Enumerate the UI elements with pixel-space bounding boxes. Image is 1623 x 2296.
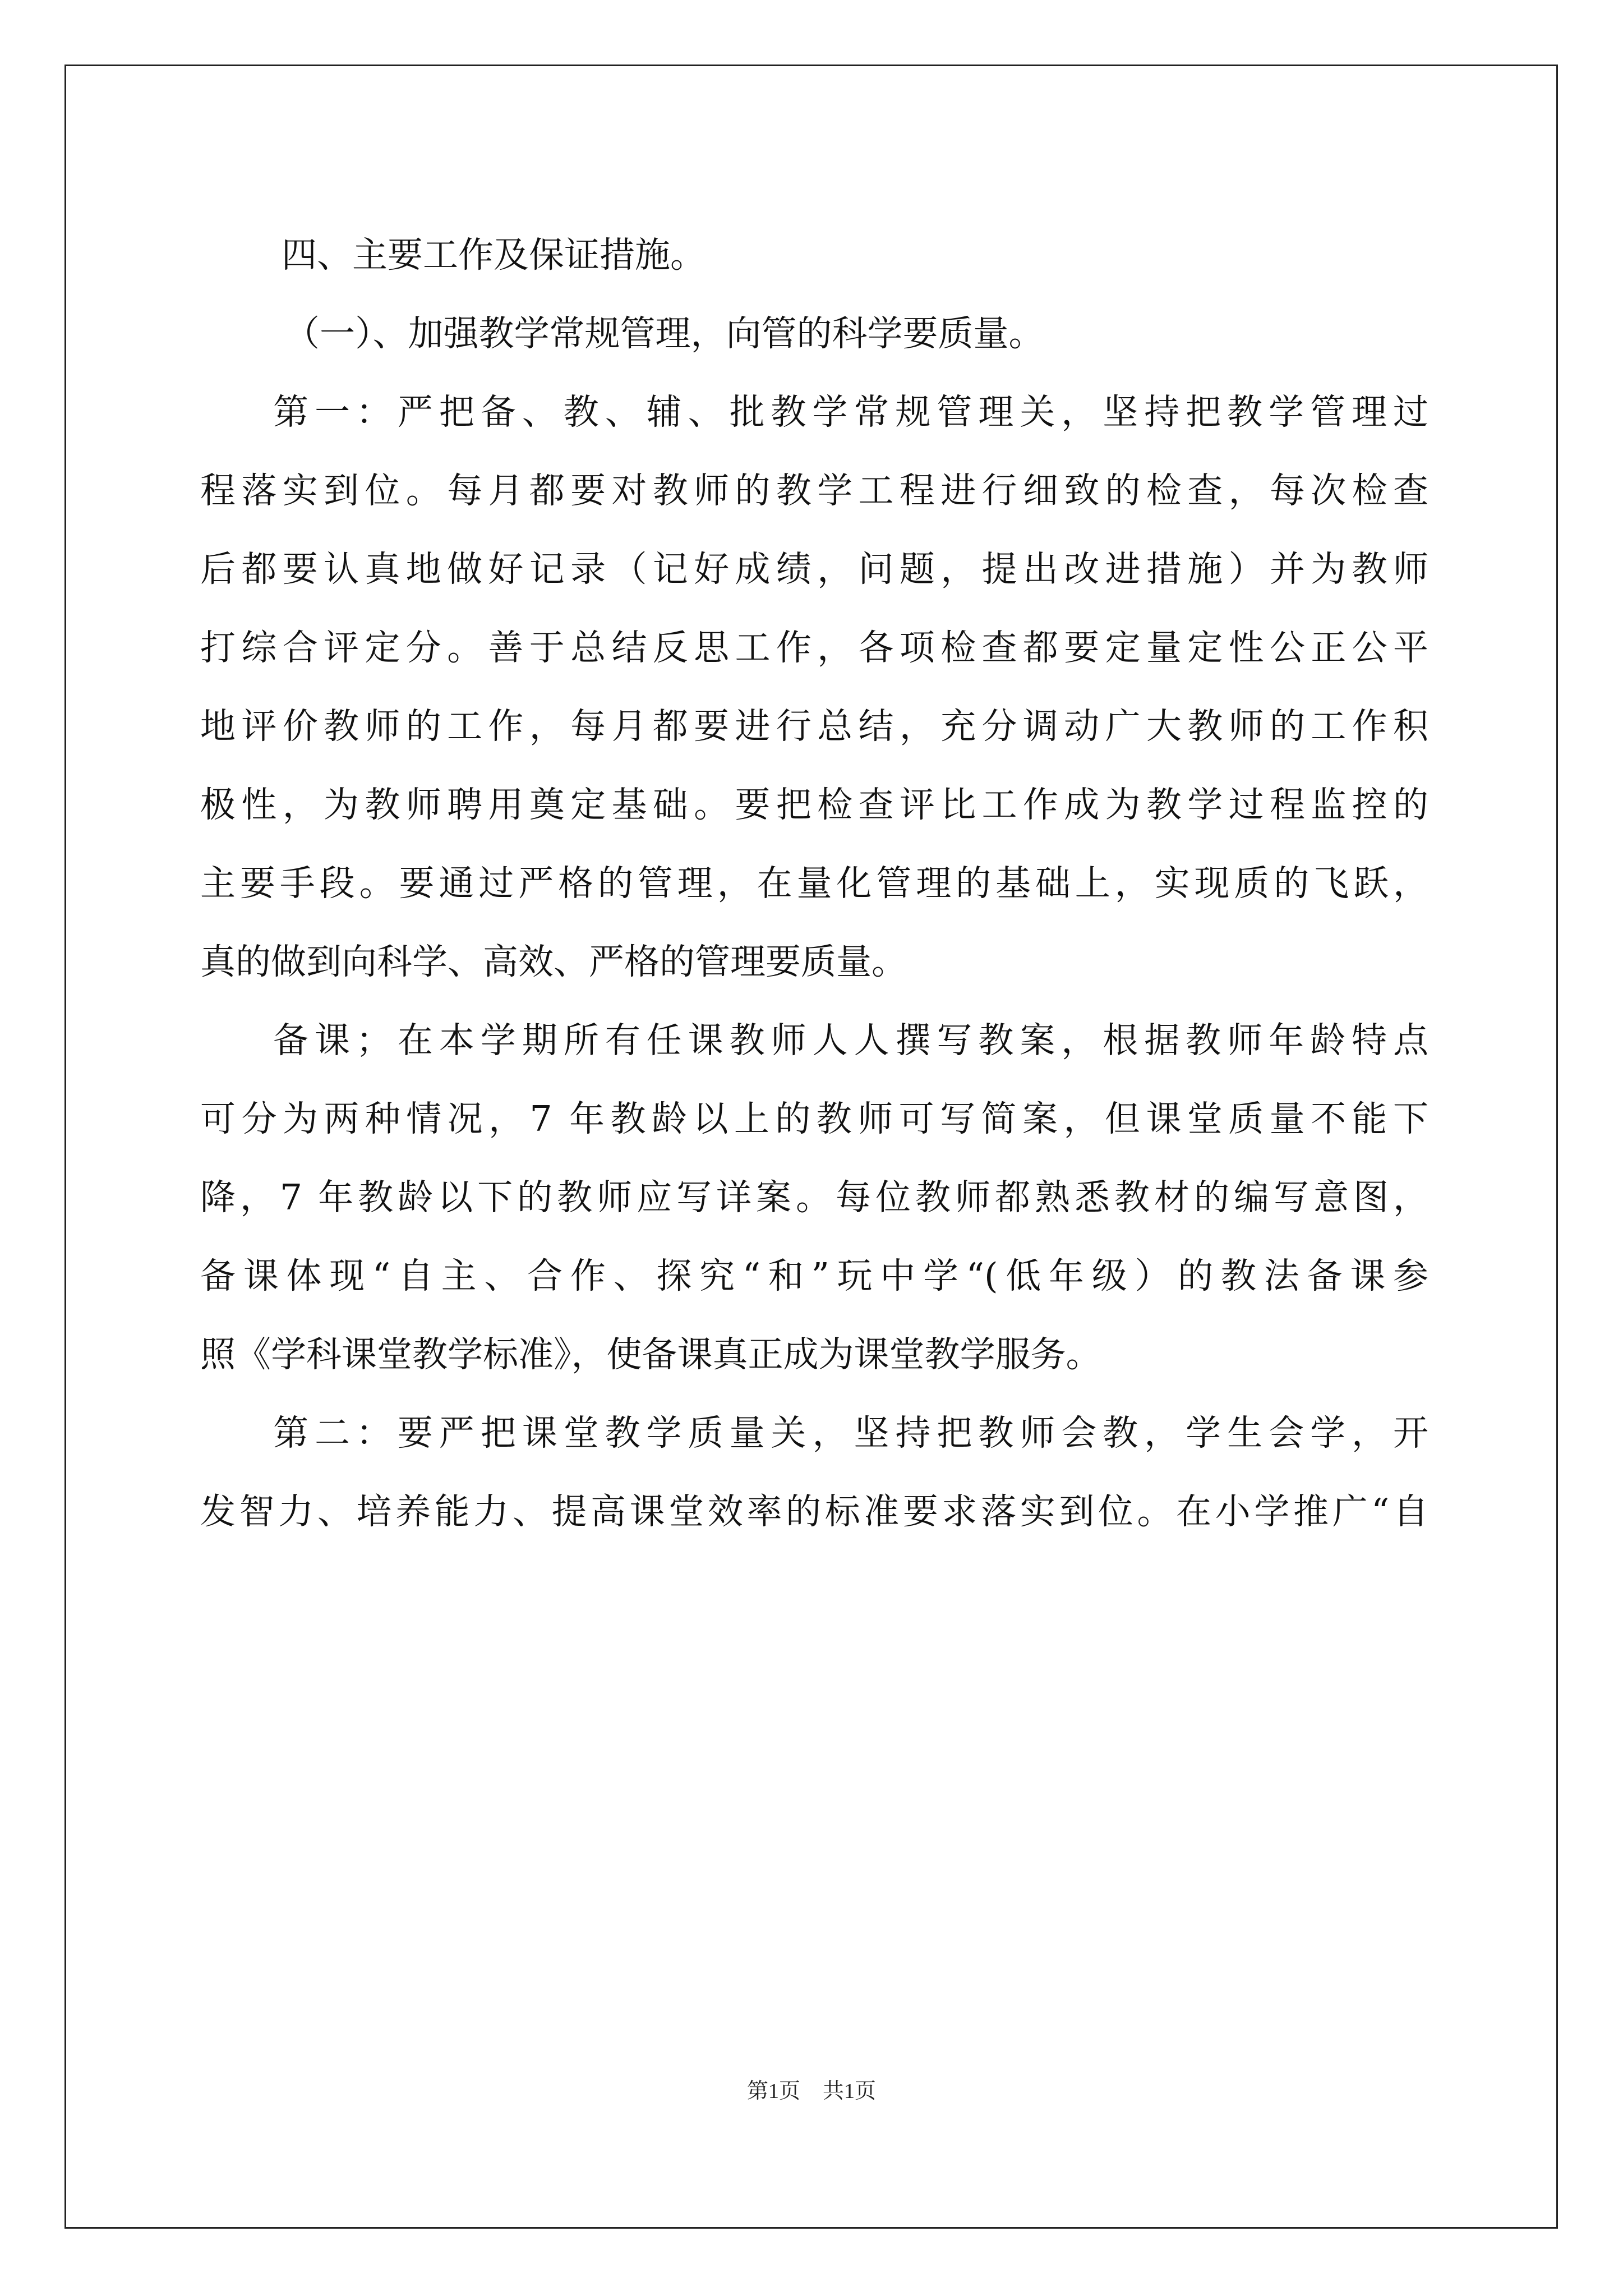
paragraph-line: 降，7 年教龄以下的教师应写详案。每位教师都熟悉教材的编写意图， (200, 1177, 1428, 1218)
page-footer (0, 2077, 1623, 2105)
paragraph-line: 主要手段。要通过严格的管理，在量化管理的基础上，实现质的飞跃， (200, 863, 1428, 904)
paragraph-line: 备课；在本学期所有任课教师人人撰写教案，根据教师年龄特点 (273, 1020, 1428, 1061)
paragraph-3 (200, 1394, 1428, 1551)
paragraph-line: 第一：严把备、教、辅、批教学常规管理关，坚持把教学管理过 (273, 392, 1428, 432)
paragraph-line: 第二：要严把课堂教学质量关，坚持把教师会教，学生会学，开 (273, 1412, 1428, 1453)
paragraph-line: 后都要认真地做好记录（记好成绩，问题，提出改进措施）并为教师 (200, 549, 1428, 590)
paragraph-1 (200, 373, 1428, 1001)
paragraph-line: 备课体现“自主、合作、探究“和”玩中学“(低年级）的教法备课参 (200, 1255, 1428, 1296)
section-heading: 四、主要工作及保证措施。 (282, 234, 706, 275)
paragraph-line: 发智力、培养能力、提高课堂效率的标准要求落实到位。在小学推广“自 (200, 1491, 1428, 1532)
page-number: 第1页 (746, 2079, 800, 2103)
paragraph-line: 极性，为教师聘用奠定基础。要把检查评比工作成为教学过程监控的 (200, 784, 1428, 825)
paragraph-2 (200, 1001, 1428, 1394)
subsection-heading: （一）、加强教学常规管理，向管的科学要质量。 (284, 313, 1044, 354)
paragraph-line: 程落实到位。每月都要对教师的教学工程进行细致的检查，每次检查 (200, 470, 1428, 511)
paragraph-line: 真的做到向科学、高效、严格的管理要质量。 (200, 941, 907, 982)
paragraph-line: 打综合评定分。善于总结反思工作，各项检查都要定量定性公正公平 (200, 627, 1428, 668)
document-body (200, 216, 1428, 1551)
paragraph-line: 地评价教师的工作，每月都要进行总结，充分调动广大教师的工作积 (200, 706, 1428, 747)
page-total: 共1页 (823, 2079, 877, 2103)
paragraph-line: 照《学科课堂教学标准》，使备课真正成为课堂教学服务。 (200, 1334, 1101, 1375)
paragraph-line: 可分为两种情况，7 年教龄以上的教师可写简案，但课堂质量不能下 (200, 1098, 1428, 1139)
